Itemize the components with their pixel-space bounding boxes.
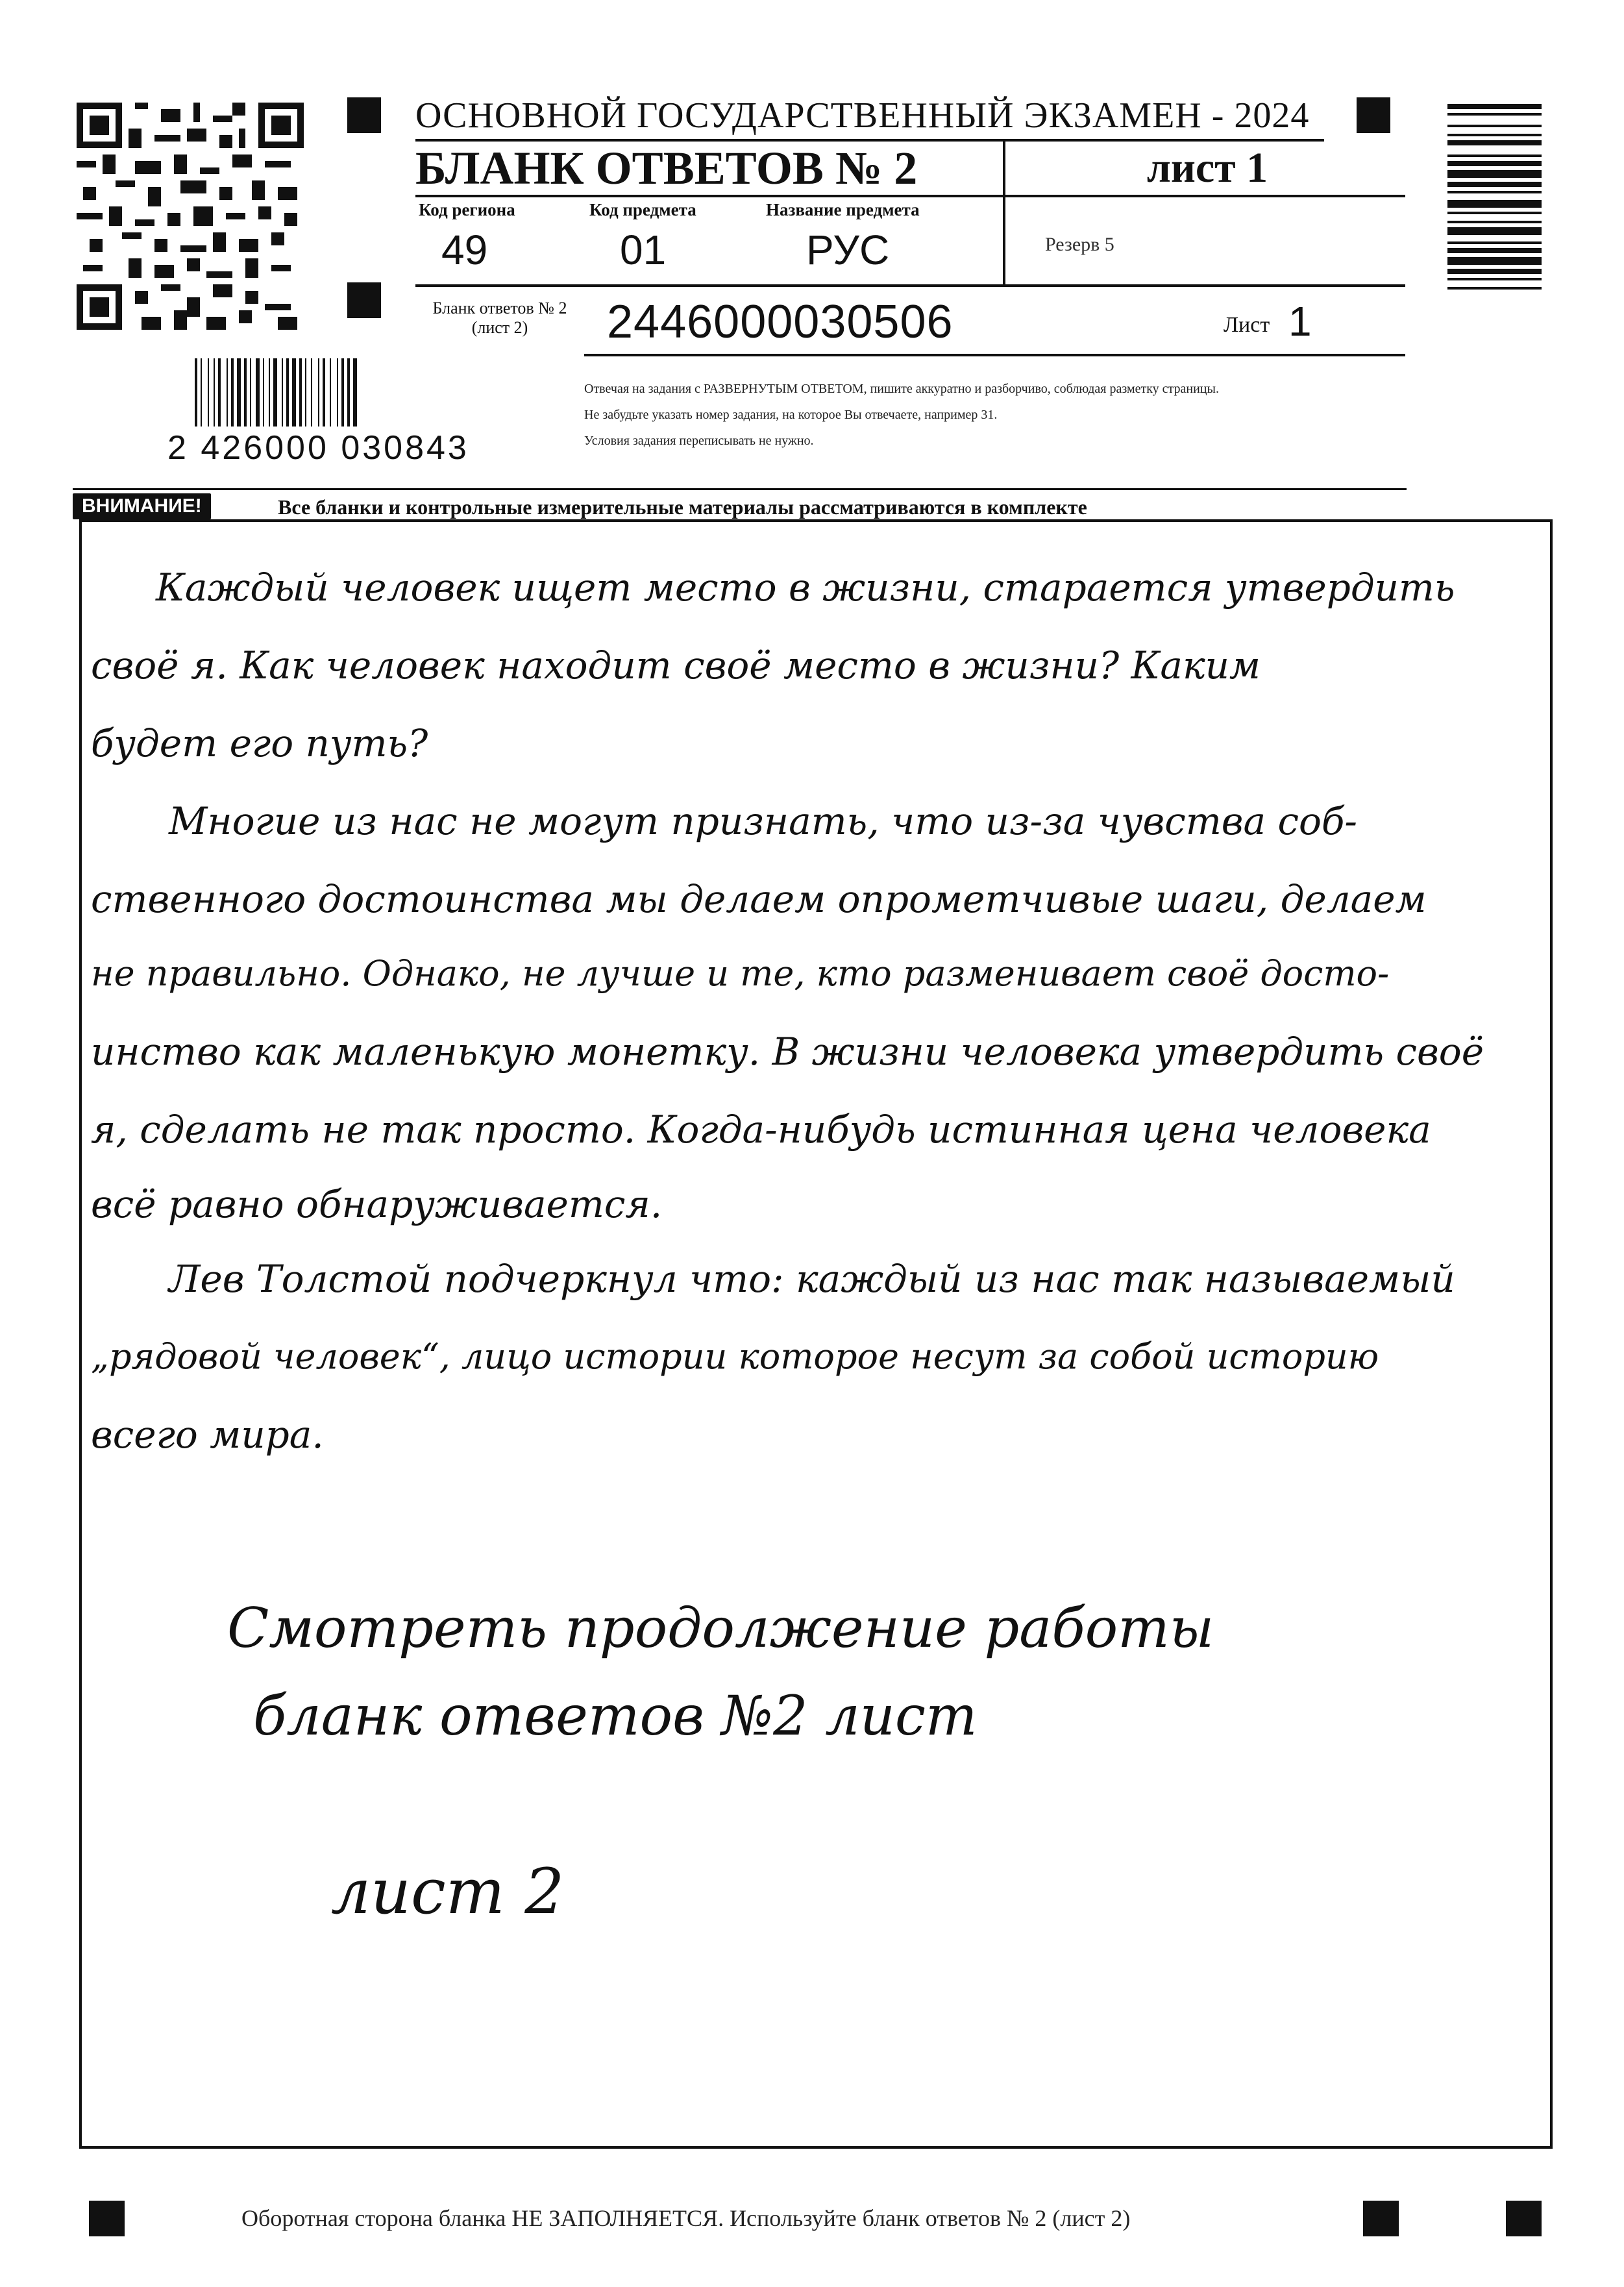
answer-line-10: Лев Толстой подчеркнул что: каждый из нас так называемый [169, 1257, 1455, 1301]
registration-mark-top-left [347, 97, 381, 133]
subject-code-caption: Код предмета [589, 200, 696, 219]
header-rule-2 [415, 284, 1405, 287]
registration-mark-top-right [1357, 97, 1390, 133]
attention-rule [73, 488, 1407, 490]
sheet-code: 2446000030506 [607, 296, 953, 348]
answer-sheet-caption-line1: Бланк ответов № 2 [432, 299, 567, 317]
barcode [195, 358, 532, 426]
sheet-number-caption: Лист [1224, 313, 1270, 337]
registration-mark-bottom-right-2 [1506, 2201, 1542, 2236]
reserve-caption: Резерв 5 [1045, 234, 1114, 255]
answer-line-6: не правильно. Однако, не лучше и те, кто разменивает своё досто- [91, 953, 1390, 994]
continuation-line-1: Смотреть продолжение работы [227, 1596, 1214, 1660]
instruction-line-2: Не забудьте указать номер задания, на которое Вы отвечаете, например 31. [584, 408, 998, 422]
subject-name-caption: Название предмета [766, 200, 920, 219]
header-rule-3 [584, 354, 1405, 356]
region-value: 49 [441, 227, 488, 273]
instruction-line-3: Условия задания переписывать не нужно. [584, 434, 814, 448]
answer-line-8: я, сделать не так просто. Когда-нибудь истинная цена человека [91, 1107, 1431, 1152]
answer-sheet-caption-line2: (лист 2) [471, 318, 528, 337]
answer-line-12: всего мира. [91, 1413, 324, 1457]
answer-sheet-caption [409, 299, 591, 338]
header-rule-1 [415, 195, 1405, 197]
sheet-label: лист 1 [1146, 144, 1268, 192]
answer-line-7: инство как маленькую монетку. В жизни человека утвердить своё [91, 1030, 1484, 1074]
header-divider [1003, 142, 1005, 284]
answer-line-11: „рядовой человек“, лицо истории которое несут за собой историю [91, 1336, 1379, 1377]
registration-mark-mid-left [347, 282, 381, 318]
qr-code [77, 103, 304, 330]
answer-line-1: Каждый человек ищет место в жизни, старается утвердить [156, 565, 1455, 610]
sheet-number-value: 1 [1288, 298, 1312, 345]
answer-line-9: всё равно обнаруживается. [91, 1182, 663, 1226]
subject-name-value: РУС [806, 227, 890, 273]
side-barcode [1447, 104, 1542, 474]
answer-line-3: будет его путь? [91, 721, 428, 765]
attention-text: Все бланки и контрольные измерительные материалы рассматриваются в комплекте [278, 495, 1087, 519]
region-caption: Код региона [419, 200, 515, 219]
footer-note: Оборотная сторона бланка НЕ ЗАПОЛНЯЕТСЯ. Используйте бланк ответов № 2 (лист 2) [241, 2205, 1131, 2231]
continuation-line-2: бланк ответов №2 лист [253, 1684, 978, 1748]
registration-mark-bottom-right-1 [1363, 2201, 1399, 2236]
exam-title: ОСНОВНОЙ ГОСУДАРСТВЕННЫЙ ЭКЗАМЕН - 2024 [415, 96, 1324, 142]
answer-line-5: ственного достоинства мы делаем опрометчивые шаги, делаем [91, 877, 1427, 921]
continuation-line-3: лист 2 [331, 1855, 565, 1928]
barcode-number: 2 426000 030843 [167, 429, 469, 467]
registration-mark-bottom-left [89, 2201, 125, 2236]
answer-line-2: своё я. Как человек находит своё место в жизни? Каким [91, 643, 1261, 687]
attention-badge: ВНИМАНИЕ! [73, 493, 211, 519]
form-title: БЛАНК ОТВЕТОВ № 2 [415, 142, 918, 194]
subject-code-value: 01 [620, 227, 667, 273]
answer-line-4: Многие из нас не могут признать, что из-за чувства соб- [169, 799, 1357, 843]
instruction-line-1: Отвечая на задания с РАЗВЕРНУТЫМ ОТВЕТОМ, пишите аккуратно и разборчиво, соблюдая разметку страницы. [584, 382, 1219, 396]
